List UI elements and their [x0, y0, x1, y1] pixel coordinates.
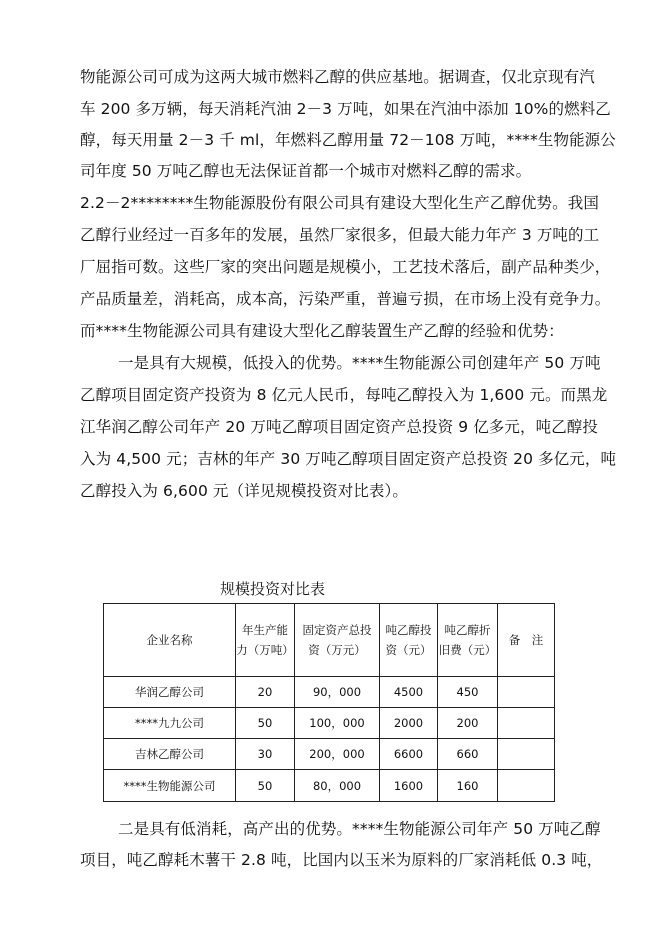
- text-line: 物能源公司可成为这两大城市燃料乙醇的供应基地。据调查，仅北京现有汽: [80, 68, 595, 86]
- header-fixed-investment: [295, 604, 380, 677]
- cell-depr: 160: [438, 770, 498, 802]
- cell-remark: [498, 770, 555, 802]
- cell-remark: [498, 739, 555, 770]
- cell-company: 吉林乙醇公司: [104, 739, 236, 770]
- header-depreciation: [438, 604, 498, 677]
- text-line: 江华润乙醇公司年产 20 万吨乙醇项目固定资产总投资 9 亿多元，吨乙醇投: [80, 418, 598, 436]
- text-line: 司年度 50 万吨乙醇也无法保证首都一个城市对燃料乙醇的需求。: [80, 162, 532, 180]
- cell-company: 华润乙醇公司: [104, 677, 236, 708]
- text-line: 乙醇项目固定资产投资为 8 亿元人民币，每吨乙醇投入为 1,600 元。而黑龙: [80, 386, 608, 404]
- header-company: 企业名称: [104, 604, 236, 677]
- cell-company: ****九九公司: [104, 708, 236, 739]
- text-line: 二是具有低消耗，高产出的优势。****生物能源公司年产 50 万吨乙醇: [118, 820, 601, 838]
- text-line: 而****生物能源公司具有建设大型化乙醇装置生产乙醇的经验和优势：: [80, 322, 564, 340]
- text-line: 醇，每天用量 2－3 千 ml，年燃料乙醇用量 72－108 万吨，****生物能源公: [80, 131, 616, 149]
- header-fixed-l1: 固定资产总投: [302, 623, 372, 637]
- cell-fixed: 90，000: [295, 677, 380, 708]
- cell-per-ton: 2000: [380, 708, 438, 739]
- cell-capacity: 50: [236, 708, 295, 739]
- table-row: [104, 708, 555, 739]
- cell-fixed: 200，000: [295, 739, 380, 770]
- cell-company: ****生物能源公司: [104, 770, 236, 802]
- header-fixed-l2: 资（万元）: [308, 643, 366, 657]
- text-line: 项目，吨乙醇耗木薯干 2.8 吨，比国内以玉米为原料的厂家消耗低 0.3 吨，: [80, 851, 603, 869]
- cell-capacity: 50: [236, 770, 295, 802]
- text-line: 车 200 多万辆，每天消耗汽油 2－3 万吨，如果在汽油中添加 10%的燃料乙: [80, 100, 611, 118]
- cell-depr: 660: [438, 739, 498, 770]
- table-row: [104, 677, 555, 708]
- text-line: 入为 4,500 元；吉林的年产 30 万吨乙醇项目固定资产总投资 20 多亿元，吨: [80, 450, 617, 468]
- table-row: [104, 770, 555, 802]
- table-row: [104, 739, 555, 770]
- header-remark: 备 注: [498, 604, 555, 677]
- cell-fixed: 80，000: [295, 770, 380, 802]
- text-line: 一是具有大规模，低投入的优势。****生物能源公司创建年产 50 万吨: [118, 354, 601, 372]
- header-capacity: [236, 604, 295, 677]
- cell-remark: [498, 708, 555, 739]
- cell-fixed: 100，000: [295, 708, 380, 739]
- cell-capacity: 20: [236, 677, 295, 708]
- header-depr-l1: 吨乙醇折: [444, 623, 491, 637]
- cell-remark: [498, 677, 555, 708]
- cell-per-ton: 1600: [380, 770, 438, 802]
- table-header-row: [104, 604, 555, 677]
- investment-comparison-table: [103, 603, 555, 802]
- header-capacity-l2: 力（万吨）: [236, 643, 294, 657]
- header-per-ton-l1: 吨乙醇投: [385, 623, 432, 637]
- text-line: 乙醇投入为 6,600 元（详见规模投资对比表）。: [80, 482, 408, 500]
- text-line: 产品质量差，消耗高，成本高，污染严重，普遍亏损，在市场上没有竞争力。: [80, 290, 611, 308]
- cell-depr: 200: [438, 708, 498, 739]
- text-line: 乙醇行业经过一百多年的发展，虽然厂家很多，但最大能力年产 3 万吨的工: [80, 226, 600, 244]
- header-depr-l2: 旧费（元）: [438, 643, 497, 657]
- text-line: 厂屈指可数。这些厂家的突出问题是规模小，工艺技术落后，副产品种类少，: [80, 258, 611, 276]
- cell-depr: 450: [438, 677, 498, 708]
- header-capacity-l1: 年生产能: [242, 623, 288, 637]
- cell-per-ton: 6600: [380, 739, 438, 770]
- cell-per-ton: 4500: [380, 677, 438, 708]
- table-caption: 规模投资对比表: [220, 580, 326, 598]
- header-per-ton-l2: 资（元）: [385, 643, 432, 657]
- section-heading-line: 2.2－2********生物能源股份有限公司具有建设大型化生产乙醇优势。我国: [80, 194, 599, 212]
- cell-capacity: 30: [236, 739, 295, 770]
- header-per-ton-investment: [380, 604, 438, 677]
